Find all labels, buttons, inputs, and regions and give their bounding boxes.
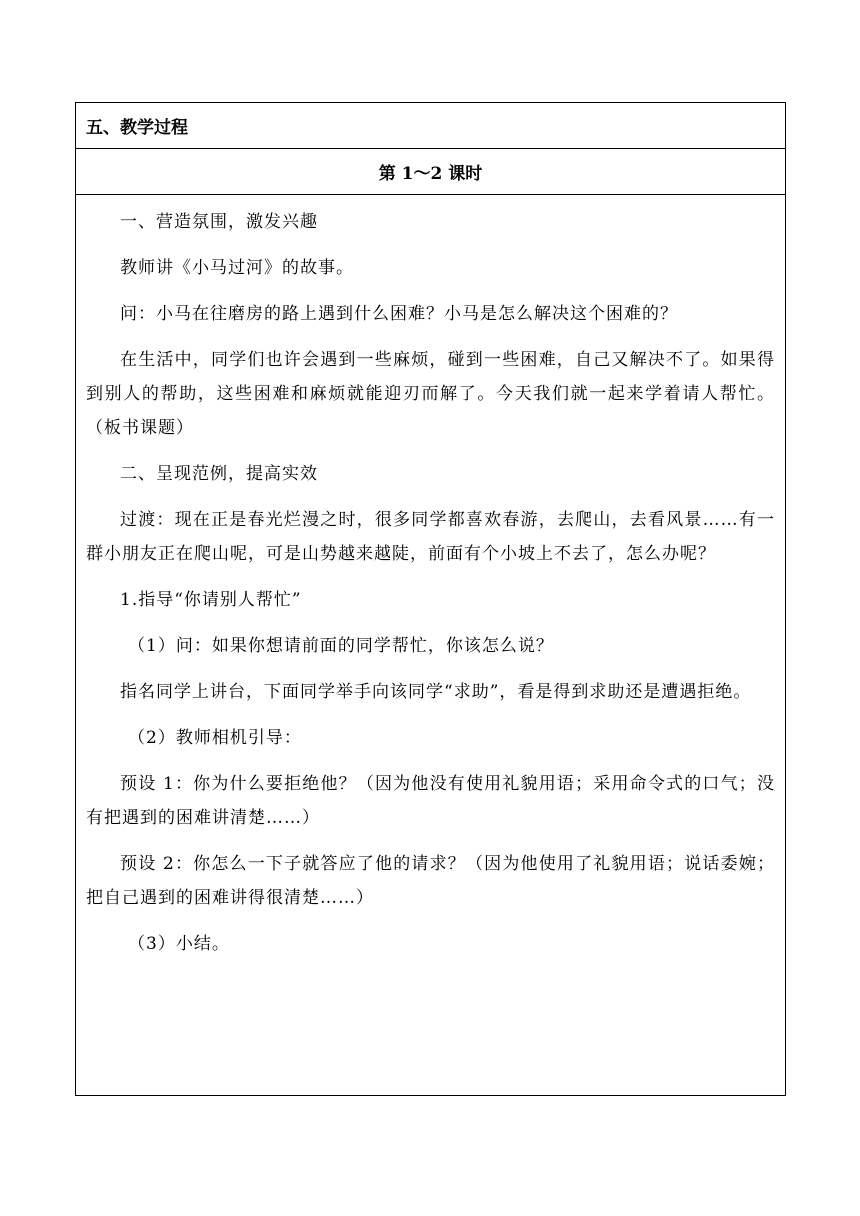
paragraph-2: 教师讲《小马过河》的故事。	[120, 258, 354, 278]
section-heading: 五、教学过程	[86, 118, 188, 138]
lesson-title: 第 1～2 课时	[378, 164, 483, 184]
paragraph-8: （1）问：如果你想请前面的同学帮忙，你该怎么说？	[128, 636, 554, 656]
paragraph-7: 1.指导“你请别人帮忙”	[120, 590, 302, 610]
paragraph-11: 预设 1：你为什么要拒绝他？（因为他没有使用礼貌用语；采用命令式的口气；没有把遇到的困难讲清楚……）	[86, 774, 775, 828]
lesson-plan-table	[75, 102, 786, 1096]
lesson-body	[76, 195, 785, 1095]
paragraph-1: 一、营造氛围，激发兴趣	[120, 212, 318, 232]
paragraph-5: 二、呈现范例，提高实效	[120, 464, 318, 484]
lesson-title-row	[76, 149, 785, 195]
paragraph-13: （3）小结。	[128, 934, 230, 954]
paragraph-12: 预设 2：你怎么一下子就答应了他的请求？（因为他使用了礼貌用语；说话委婉；把自己遇到的困难讲得很清楚……）	[86, 854, 775, 908]
paragraph-6: 过渡：现在正是春光烂漫之时，很多同学都喜欢春游，去爬山，去看风景……有一群小朋友正在爬山呢，可是山势越来越陡，前面有个小坡上不去了，怎么办呢？	[86, 510, 775, 564]
paragraph-10: （2）教师相机引导：	[128, 728, 302, 748]
section-heading-row	[76, 103, 785, 149]
paragraph-9: 指名同学上讲台，下面同学举手向该同学“求助”，看是得到求助还是遭遇拒绝。	[120, 682, 752, 702]
paragraph-3: 问：小马在往磨房的路上遇到什么困难？小马是怎么解决这个困难的？	[120, 304, 678, 324]
paragraph-4: 在生活中，同学们也许会遇到一些麻烦，碰到一些困难，自己又解决不了。如果得到别人的帮助，这些困难和麻烦就能迎刃而解了。今天我们就一起来学着请人帮忙。（板书课题）	[86, 350, 775, 438]
